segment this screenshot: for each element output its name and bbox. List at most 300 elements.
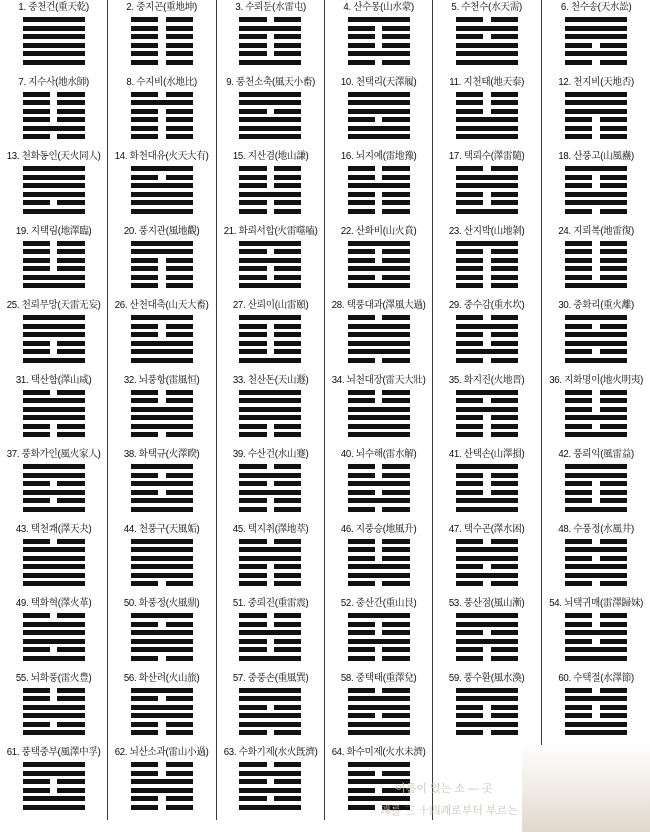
- yang-line: [239, 688, 301, 693]
- yin-line: [456, 647, 518, 652]
- yang-line: [456, 722, 518, 727]
- yang-line: [23, 573, 85, 578]
- yang-line: [131, 713, 193, 718]
- yang-line: [348, 498, 410, 503]
- yin-line: [565, 266, 627, 271]
- yang-line: [131, 166, 193, 171]
- hexagram-figure: [348, 539, 410, 587]
- hexagram-label: 59. 풍수환(風水渙): [449, 672, 525, 684]
- yin-line: [565, 390, 627, 395]
- yang-line: [131, 200, 193, 205]
- yin-line: [456, 275, 518, 280]
- yang-line: [239, 713, 301, 718]
- hexagram-cell: [0, 671, 108, 746]
- yin-line: [565, 407, 627, 412]
- yang-line: [23, 556, 85, 561]
- yang-line: [23, 622, 85, 627]
- yang-line: [456, 547, 518, 552]
- hexagram-label: 32. 뇌풍항(雷風恒): [124, 374, 200, 386]
- yin-line: [565, 490, 627, 495]
- yang-line: [565, 547, 627, 552]
- yang-line: [23, 398, 85, 403]
- hexagram-cell: [433, 0, 541, 75]
- yang-line: [565, 730, 627, 735]
- hexagram-figure: [565, 390, 627, 438]
- yang-line: [23, 762, 85, 767]
- yin-line: [131, 92, 193, 97]
- yin-line: [348, 166, 410, 171]
- yin-line: [456, 705, 518, 710]
- hexagram-figure: [565, 613, 627, 661]
- yin-line: [565, 498, 627, 503]
- hexagram-cell: [0, 373, 108, 448]
- yin-line: [565, 688, 627, 693]
- yin-line: [348, 26, 410, 31]
- hexagram-cell: [542, 298, 650, 373]
- hexagram-figure: [565, 464, 627, 512]
- yang-line: [23, 630, 85, 635]
- yang-line: [348, 564, 410, 569]
- yang-line: [239, 117, 301, 122]
- yin-line: [239, 481, 301, 486]
- yin-line: [131, 34, 193, 39]
- yin-line: [239, 349, 301, 354]
- hexagram-label: 4. 산수몽(山水蒙): [343, 2, 414, 13]
- hexagram-cell: [217, 75, 325, 150]
- yang-line: [131, 192, 193, 197]
- hexagram-cell: [542, 149, 650, 224]
- hexagram-figure: [23, 539, 85, 587]
- hexagram-cell: [217, 447, 325, 522]
- yang-line: [456, 573, 518, 578]
- hexagram-label: 36. 지화명이(地火明夷): [548, 374, 643, 386]
- hexagram-label: 23. 산지박(山地剝): [449, 225, 525, 237]
- hexagram-cell: [217, 522, 325, 597]
- hexagram-figure: [456, 390, 518, 438]
- yang-line: [456, 324, 518, 329]
- yang-line: [456, 175, 518, 180]
- yin-line: [348, 60, 410, 65]
- yin-line: [456, 424, 518, 429]
- yang-line: [456, 51, 518, 56]
- yang-line: [23, 332, 85, 337]
- hexagram-cell: [108, 75, 216, 150]
- yang-line: [565, 315, 627, 320]
- yin-line: [23, 613, 85, 618]
- yang-line: [23, 126, 85, 131]
- yin-line: [23, 539, 85, 544]
- yang-line: [565, 647, 627, 652]
- yang-line: [565, 200, 627, 205]
- hexagram-figure: [456, 92, 518, 140]
- yin-line: [131, 696, 193, 701]
- hexagram-label: 44. 천풍구(天風姤): [124, 523, 200, 535]
- yang-line: [348, 51, 410, 56]
- yin-line: [239, 498, 301, 503]
- yang-line: [348, 109, 410, 114]
- yin-line: [23, 722, 85, 727]
- yang-line: [131, 688, 193, 693]
- yang-line: [239, 805, 301, 810]
- yang-line: [565, 432, 627, 437]
- hexagram-figure: [23, 688, 85, 736]
- hexagram-label: 60. 수택절(水澤節): [558, 672, 634, 684]
- yang-line: [239, 473, 301, 478]
- hexagram-figure: [23, 241, 85, 289]
- hexagram-cell: [325, 75, 433, 150]
- yang-line: [131, 779, 193, 784]
- yang-line: [131, 556, 193, 561]
- hexagram-label: 35. 화지진(火地晋): [449, 374, 525, 386]
- yang-line: [348, 481, 410, 486]
- yang-line: [131, 564, 193, 569]
- yin-line: [565, 424, 627, 429]
- yin-line: [23, 432, 85, 437]
- hexagram-figure: [456, 464, 518, 512]
- yin-line: [348, 556, 410, 561]
- yin-line: [456, 490, 518, 495]
- hexagram-cell: [542, 0, 650, 75]
- yin-line: [348, 788, 410, 793]
- hexagram-label: 10. 천택리(天澤履): [340, 76, 417, 88]
- yin-line: [239, 464, 301, 469]
- yang-line: [565, 192, 627, 197]
- hexagram-figure: [239, 17, 301, 65]
- yin-line: [348, 547, 410, 552]
- yin-line: [131, 26, 193, 31]
- yin-line: [131, 390, 193, 395]
- yin-line: [131, 324, 193, 329]
- hexagram-figure: [565, 92, 627, 140]
- yang-line: [565, 26, 627, 31]
- yin-line: [131, 17, 193, 22]
- yin-line: [131, 332, 193, 337]
- hexagram-label: 11. 지천태(地天泰): [449, 76, 525, 88]
- yang-line: [565, 332, 627, 337]
- yin-line: [131, 109, 193, 114]
- yang-line: [565, 656, 627, 661]
- yang-line: [348, 266, 410, 271]
- hexagram-cell: [433, 149, 541, 224]
- yin-line: [131, 432, 193, 437]
- yang-line: [239, 771, 301, 776]
- yin-line: [565, 539, 627, 544]
- hexagram-label: 17. 택뢰수(澤雷隨): [449, 151, 525, 162]
- hexagram-label: 15. 지산겸(地山謙): [232, 151, 309, 162]
- yin-line: [456, 473, 518, 478]
- yang-line: [456, 60, 518, 65]
- yin-line: [131, 258, 193, 263]
- hexagram-figure: [23, 166, 85, 214]
- yin-line: [239, 209, 301, 214]
- yang-line: [131, 639, 193, 644]
- hexagram-cell: [108, 373, 216, 448]
- hexagram-label: 8. 수지비(水地比): [126, 76, 198, 88]
- hexagram-cell: [433, 596, 541, 671]
- hexagram-label: 13. 천화동인(天火同人): [6, 151, 101, 162]
- yang-line: [23, 730, 85, 735]
- hexagram-cell: [108, 0, 216, 75]
- yang-line: [456, 622, 518, 627]
- yin-line: [131, 805, 193, 810]
- yin-line: [456, 258, 518, 263]
- yang-line: [348, 779, 410, 784]
- yin-line: [239, 539, 301, 544]
- yin-line: [348, 390, 410, 395]
- yang-line: [565, 341, 627, 346]
- hexagram-cell: [542, 75, 650, 150]
- yang-line: [23, 283, 85, 288]
- yin-line: [565, 639, 627, 644]
- yin-line: [131, 175, 193, 180]
- yin-line: [348, 490, 410, 495]
- yang-line: [565, 100, 627, 105]
- yang-line: [23, 34, 85, 39]
- yin-line: [565, 60, 627, 65]
- ghost-text-line1: 이름이 있는 소 — 곳: [395, 783, 493, 795]
- hexagram-cell: [108, 149, 216, 224]
- yang-line: [348, 762, 410, 767]
- yin-line: [23, 109, 85, 114]
- hexagram-cell: [542, 596, 650, 671]
- hexagram-figure: [456, 613, 518, 661]
- yang-line: [239, 630, 301, 635]
- yang-line: [23, 771, 85, 776]
- hexagram-label: 19. 지택림(地澤臨): [15, 225, 92, 237]
- hexagram-cell: [325, 224, 433, 299]
- yin-line: [23, 341, 85, 346]
- yang-line: [348, 92, 410, 97]
- hexagram-label: 51. 중뢰진(重雷震): [232, 598, 309, 609]
- yang-line: [456, 613, 518, 618]
- hexagram-label: 22. 산화비(山火賁): [340, 225, 417, 237]
- hexagram-label: 46. 지풍승(地風升): [340, 523, 417, 535]
- yang-line: [348, 283, 410, 288]
- yin-line: [565, 622, 627, 627]
- hexagram-label: 58. 중택태(重澤兌): [340, 672, 417, 684]
- yin-line: [239, 424, 301, 429]
- hexagram-figure: [565, 539, 627, 587]
- yang-line: [565, 573, 627, 578]
- yin-line: [456, 315, 518, 320]
- yang-line: [348, 424, 410, 429]
- hexagram-figure: [456, 241, 518, 289]
- yin-line: [565, 581, 627, 586]
- yin-line: [348, 805, 410, 810]
- yin-line: [348, 175, 410, 180]
- yin-line: [456, 332, 518, 337]
- yin-line: [565, 183, 627, 188]
- yin-line: [131, 51, 193, 56]
- hexagram-label: 49. 택화혁(澤火革): [15, 598, 92, 609]
- hexagram-figure: [348, 315, 410, 363]
- hexagram-label: 53. 풍산점(風山漸): [449, 598, 525, 609]
- hexagram-label: 31. 택산함(澤山咸): [15, 374, 92, 386]
- yang-line: [348, 639, 410, 644]
- hexagram-cell: [433, 224, 541, 299]
- yang-line: [348, 730, 410, 735]
- hexagram-label: 43. 택천쾌(澤天夬): [15, 523, 92, 535]
- yin-line: [131, 43, 193, 48]
- yin-line: [565, 398, 627, 403]
- yang-line: [239, 490, 301, 495]
- hexagram-figure: [239, 241, 301, 289]
- yin-line: [239, 613, 301, 618]
- yin-line: [23, 241, 85, 246]
- yin-line: [456, 249, 518, 254]
- yang-line: [348, 722, 410, 727]
- hexagram-label: 20. 풍지관(風地觀): [124, 225, 200, 237]
- hexagram-cell: [0, 75, 108, 150]
- hexagram-label: 1. 중천건(重天乾): [18, 2, 89, 13]
- hexagram-label: 6. 천수송(天水訟): [560, 2, 632, 13]
- yang-line: [23, 407, 85, 412]
- yin-line: [348, 258, 410, 263]
- yang-line: [348, 126, 410, 131]
- yin-line: [456, 166, 518, 171]
- yang-line: [131, 407, 193, 412]
- yin-line: [23, 688, 85, 693]
- yang-line: [239, 126, 301, 131]
- hexagram-cell: [433, 522, 541, 597]
- yin-line: [239, 341, 301, 346]
- yin-line: [23, 424, 85, 429]
- yang-line: [23, 656, 85, 661]
- yin-line: [565, 705, 627, 710]
- hexagram-label: 47. 택수곤(澤水困): [449, 523, 525, 535]
- yin-line: [239, 639, 301, 644]
- yang-line: [565, 358, 627, 363]
- hexagram-figure: [456, 539, 518, 587]
- hexagram-cell: [217, 671, 325, 746]
- yin-line: [348, 209, 410, 214]
- yin-line: [456, 200, 518, 205]
- yin-line: [239, 109, 301, 114]
- yang-line: [456, 639, 518, 644]
- yin-line: [456, 415, 518, 420]
- hexagram-figure: [239, 762, 301, 810]
- yang-line: [456, 26, 518, 31]
- hexagram-label: 54. 뇌택귀매(雷澤歸妹): [548, 598, 643, 609]
- yang-line: [131, 705, 193, 710]
- hexagram-cell: [542, 224, 650, 299]
- yin-line: [131, 656, 193, 661]
- yin-line: [348, 358, 410, 363]
- hexagram-label: 33. 천산돈(天山遯): [232, 374, 309, 386]
- yang-line: [348, 705, 410, 710]
- yin-line: [348, 507, 410, 512]
- yang-line: [131, 630, 193, 635]
- yin-line: [23, 266, 85, 271]
- yang-line: [348, 183, 410, 188]
- hexagram-label: 3. 수뢰둔(水雷屯): [235, 2, 306, 13]
- hexagram-figure: [565, 241, 627, 289]
- yin-line: [23, 481, 85, 486]
- yang-line: [456, 126, 518, 131]
- hexagram-figure: [348, 762, 410, 810]
- hexagram-cell: [217, 596, 325, 671]
- yin-line: [131, 134, 193, 139]
- yang-line: [23, 315, 85, 320]
- yang-line: [23, 490, 85, 495]
- hexagram-cell: [325, 447, 433, 522]
- hexagram-cell: [325, 298, 433, 373]
- yin-line: [348, 771, 410, 776]
- hexagram-label: 39. 수산건(水山蹇): [232, 449, 309, 460]
- hexagram-figure: [239, 166, 301, 214]
- yin-line: [23, 200, 85, 205]
- yang-line: [565, 51, 627, 56]
- yang-line: [239, 60, 301, 65]
- hexagram-cell: [325, 745, 433, 820]
- yin-line: [348, 117, 410, 122]
- yin-line: [456, 100, 518, 105]
- yang-line: [565, 109, 627, 114]
- yin-line: [348, 622, 410, 627]
- yang-line: [565, 630, 627, 635]
- yang-line: [23, 796, 85, 801]
- yin-line: [131, 60, 193, 65]
- yang-line: [565, 283, 627, 288]
- hexagram-cell: [217, 298, 325, 373]
- hexagram-figure: [131, 613, 193, 661]
- yang-line: [348, 432, 410, 437]
- yin-line: [348, 539, 410, 544]
- yang-line: [131, 507, 193, 512]
- hexagram-label: 42. 풍뢰익(風雷益): [558, 449, 634, 460]
- hexagram-figure: [565, 166, 627, 214]
- hexagram-figure: [348, 464, 410, 512]
- yin-line: [239, 17, 301, 22]
- yang-line: [23, 175, 85, 180]
- hexagram-cell: [108, 447, 216, 522]
- hexagram-cell: [325, 671, 433, 746]
- hexagram-label: 2. 중지곤(重地坤): [126, 2, 198, 13]
- hexagram-cell: [433, 75, 541, 150]
- yin-line: [131, 266, 193, 271]
- yang-line: [23, 275, 85, 280]
- yang-line: [456, 209, 518, 214]
- yang-line: [565, 722, 627, 727]
- yin-line: [348, 464, 410, 469]
- hexagram-label: 24. 지뢰복(地雷復): [558, 225, 634, 237]
- hexagram-figure: [565, 315, 627, 363]
- yin-line: [348, 688, 410, 693]
- hexagram-cell: [325, 0, 433, 75]
- yin-line: [131, 398, 193, 403]
- hexagram-label: 25. 천뢰무망(天雷无妄): [6, 300, 101, 311]
- yin-line: [23, 117, 85, 122]
- hexagram-figure: [456, 315, 518, 363]
- yin-line: [23, 647, 85, 652]
- hexagram-label: 52. 중산간(重山艮): [340, 598, 417, 609]
- hexagram-figure: [131, 539, 193, 587]
- hexagram-label: 28. 택풍대과(澤風大過): [331, 300, 426, 311]
- hexagram-label: 56. 화산려(火山旅): [124, 672, 200, 684]
- yin-line: [565, 258, 627, 263]
- hexagram-label: 55. 뇌화풍(雷火豊): [15, 672, 92, 684]
- yang-line: [131, 547, 193, 552]
- yin-line: [131, 581, 193, 586]
- yang-line: [131, 415, 193, 420]
- yang-line: [239, 26, 301, 31]
- yang-line: [23, 358, 85, 363]
- yang-line: [23, 60, 85, 65]
- yang-line: [23, 464, 85, 469]
- hexagram-cell: [0, 0, 108, 75]
- hexagram-figure: [456, 688, 518, 736]
- hexagram-figure: [239, 613, 301, 661]
